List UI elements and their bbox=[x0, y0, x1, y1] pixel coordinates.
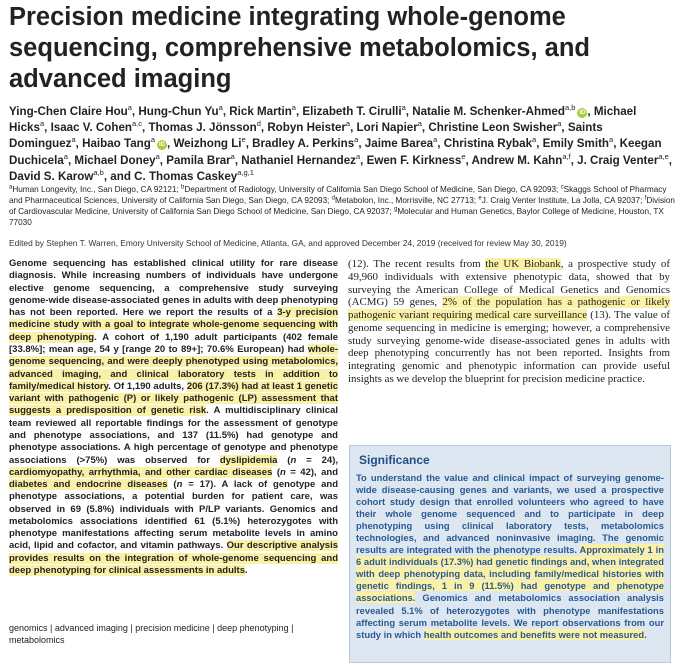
author-name: Rick Martin bbox=[229, 105, 292, 118]
author-name: Pamila Brar bbox=[166, 153, 231, 167]
author-affiliation-mark: a bbox=[355, 151, 361, 161]
highlighted-text: diabetes and endocrine diseases bbox=[9, 479, 168, 491]
author-name: Thomas J. Jönsson bbox=[148, 121, 257, 135]
edited-by-line: Edited by Stephen T. Warren, Emory University School of Medicine, Atlanta, GA, and approved December 24, 2019 (received for review May 30, 2019) bbox=[9, 238, 567, 248]
author-affiliation-mark: a bbox=[417, 119, 422, 129]
author-affiliation-mark: a bbox=[150, 135, 155, 145]
author-affiliation-mark: a bbox=[609, 135, 614, 145]
author-affiliation-mark: a bbox=[291, 103, 296, 113]
author-name: Michael Doney bbox=[74, 153, 156, 167]
author-name: Michael Hicks bbox=[9, 105, 637, 135]
author-affiliation-mark: a bbox=[71, 135, 76, 145]
article-title: Precision medicine integrating whole-genome sequencing, comprehensive metabolomics, and advanced imaging bbox=[9, 3, 590, 93]
author-name: C. Thomas Caskey bbox=[134, 169, 238, 183]
author-affiliation-mark: a,f bbox=[562, 151, 571, 161]
highlighted-text: 206 (17.3%) had at least 1 genetic variant with pathogenic (P) or likely pathogenic (LP) assessment that suggests a predisposition of genetic risk bbox=[9, 380, 338, 417]
author-name: Elizabeth T. Cirulli bbox=[302, 105, 402, 118]
introduction-text bbox=[348, 258, 670, 386]
author-name: Bradley A. Perkins bbox=[252, 137, 355, 151]
text-segment: . A cohort of 1,190 adult participants (402 female [33.8%]; mean age, 54 y [range 20 to 89+]; 70.6% European) had bbox=[9, 331, 338, 355]
orcid-icon[interactable]: iD bbox=[579, 110, 586, 116]
author-affiliation-mark: a,b bbox=[564, 103, 576, 113]
author-affiliation-mark: a bbox=[532, 135, 537, 145]
significance-title: Significance bbox=[359, 453, 430, 467]
author-affiliation-mark: a bbox=[230, 151, 235, 161]
text-segment: . Of 1,190 adults, bbox=[108, 380, 187, 392]
keywords: genomics | advanced imaging | precision medicine | deep phenotyping | metabolomics bbox=[9, 623, 294, 645]
highlighted-text: dyslipidemia bbox=[219, 454, 278, 466]
highlighted-text: 2% of the population has a pathogenic or likely pathogenic variant requiring medical care surveillance bbox=[348, 296, 670, 321]
author-name: Jaime Barea bbox=[364, 137, 434, 151]
text-segment: Genome sequencing has established clinical utility for rare disease diagnosis. While increasing numbers of individuals have undergone elective genome sequencing, a comprehensive study surveying genome-wide disease-associated genes in adults with deep phenotyping has not been reported. Here we report the results of a bbox=[9, 258, 338, 319]
affiliation-text: Human Longevity, Inc., San Diego, CA 92121; bbox=[12, 185, 182, 194]
affiliation-text: Molecular and Human Genetics, Baylor College of Medicine, Houston, TX 77030 bbox=[9, 206, 664, 227]
author-name: Haibao Tang bbox=[82, 137, 151, 151]
affiliation-mark: c bbox=[560, 184, 564, 191]
highlighted-text: whole-genome sequencing, and were deeply phenotyped using metabolomics, advanced imaging, and clinical laboratory tests in addition to family/medical history bbox=[9, 343, 338, 392]
text-segment: = 42), and bbox=[285, 466, 338, 478]
text-segment: , a prospective study of 49,960 individuals with extensive phenotypic data, showed that by surveying the American College of Medical Genetics and Genomics (ACMG) 59 genes, bbox=[348, 258, 670, 309]
author-name: Nathaniel Hernandez bbox=[241, 153, 356, 167]
italic-text: n bbox=[176, 479, 183, 491]
abstract bbox=[9, 258, 338, 577]
author-affiliation-mark: a,g,1 bbox=[237, 167, 254, 177]
author-name: Natalie M. Schenker-Ahmed bbox=[412, 105, 565, 118]
author-name: Hung-Chun Yu bbox=[138, 105, 219, 118]
author-affiliation-mark: e bbox=[241, 135, 246, 145]
author-affiliation-mark: a bbox=[155, 151, 160, 161]
author-name: Ewen F. Kirkness bbox=[366, 153, 462, 167]
text-segment: ( bbox=[167, 479, 177, 491]
author-name: J. Craig Venter bbox=[577, 153, 659, 167]
text-segment: (12). The recent results from bbox=[348, 258, 486, 270]
highlighted-text: the UK Biobank bbox=[485, 258, 561, 270]
affiliation-mark: f bbox=[644, 195, 647, 202]
text-segment: ( bbox=[272, 466, 281, 478]
author-affiliation-mark: a bbox=[433, 135, 438, 145]
text-segment: (13). The value of genome sequencing in medicine is emerging; however, a comprehensive study surveying genome-wide disease-associated genes in adults with deep phenotyping concurrently has not been reported. Insights from integrating genomic and phenotypic information can provide useful insights as we develop the blueprint for precision medicine practice. bbox=[348, 309, 670, 385]
author-name: Saints Dominguez bbox=[9, 121, 603, 151]
author-name: David S. Karow bbox=[9, 169, 94, 183]
affiliation-mark: a bbox=[9, 184, 13, 191]
highlighted-text: health outcomes and benefits were not measured bbox=[423, 628, 645, 640]
author-name: Christine Leon Swisher bbox=[428, 121, 558, 135]
significance-text bbox=[356, 472, 664, 641]
author-name: Ying-Chen Claire Hou bbox=[9, 105, 128, 118]
author-affiliation-mark: a,e bbox=[658, 151, 669, 161]
author-affiliation-mark: a bbox=[218, 103, 223, 113]
author-affiliation-mark: a bbox=[345, 119, 351, 129]
significance-box bbox=[349, 445, 671, 663]
affiliations bbox=[9, 185, 677, 229]
text-segment: = 17). A lack of genotype and phenotype associations, a potential burden for patient care, was observed in 69 (5.8%) individuals with P/LP variants. Genomics and metabolomics associations identified 61 (5.1%) heterozygotes with phenotype manifestations affecting serum metabolite levels in amino acid, lipid and cofactor, and vitamin pathways. bbox=[9, 479, 339, 552]
affiliation-text: Skaggs School of Pharmacy and Pharmaceutical Sciences, University of California San Diego, San Diego, CA 92093; bbox=[9, 185, 667, 205]
italic-text: n bbox=[280, 466, 286, 478]
text-segment: . A multidisciplinary clinical team reviewed all reportable findings for the assessment of genotype and phenotype associations, and 137 (11.5%) had genotype and phenotype associations. A high percentage of genotype and phenotype associations (>75%) was observed for bbox=[9, 405, 338, 466]
author-affiliation-mark: d bbox=[256, 119, 261, 129]
author-affiliation-mark: a bbox=[63, 151, 68, 161]
highlighted-text: Approximately 1 in 6 adult individuals (17.3%) had genetic findings and, when integrated with deep phenotyping data, including family/medical histories with genetic findings, 1 in 9 (11.5%) had genotype and phenotype associations. bbox=[356, 544, 664, 604]
highlighted-text: cardiomyopathy, arrhythmia, and other cardiac diseases bbox=[9, 466, 273, 478]
author-affiliation-mark: a bbox=[401, 103, 406, 113]
author-affiliation-mark: e bbox=[461, 151, 466, 161]
affiliation-text: Division of Cardiovascular Medicine, University of California San Diego School of Medicine, San Diego, CA 92037; bbox=[9, 195, 675, 216]
italic-text: n bbox=[290, 454, 297, 466]
author-name: Isaac V. Cohen bbox=[50, 121, 132, 135]
author-name: Weizhong Li bbox=[173, 137, 242, 151]
author-affiliation-mark: a bbox=[557, 119, 562, 129]
author-name: Robyn Heister bbox=[267, 121, 346, 135]
affiliation-mark: d bbox=[331, 195, 336, 202]
affiliation-text: Department of Radiology, University of California San Diego School of Medicine, San Diego, CA 92093; bbox=[184, 185, 561, 194]
orcid-icon[interactable]: iD bbox=[159, 142, 165, 149]
author-list: Ying-Chen Claire Hou$^a$, Hung-Chun Yu$^a$, Rick Martin$^a$, Elizabeth T. Cirulli$^a$, Natalie M. Schenker-Ahmed$^{a,b}$iD , Michael Hicks$^a$, Isaac V. Cohen$^{a,c}$, Thomas J. Jönsson$^d$, Robyn Heister$^a$, Lori Napier$^a$, Christine Leon Swisher$^a$, Saints Dominguez$^a$, Haibao Tang$^a$iD , Weizhong Li$^e$, Bradley A. Perkins$^a$, Jaime Barea$^a$, Christina Rybak$^a$, Emily Smith$^a$, Keegan Duchicela$^a$, Michael Doney$^a$, Pamila Brar$^a$, Nathaniel Hernandez$^a$, Ewen F. Kirkness$^e$, Andrew M. Kahn$^{a,f}$, J. Craig Venter$^{a,e}$, David S. Karow$^{a,b}$, and C. Thomas Caskey$^{a,g,1}$ bbox=[9, 103, 673, 183]
affiliation-text: J. Craig Venter Institute, La Jolla, CA 92037; bbox=[481, 195, 645, 205]
author-name: Emily Smith bbox=[542, 137, 610, 151]
affiliation-mark: e bbox=[478, 195, 482, 202]
affiliation-text: Metabolon, Inc., Morrisville, NC 27713; bbox=[335, 195, 479, 205]
author-name: Christina Rybak bbox=[443, 137, 533, 151]
author-affiliation-mark: a bbox=[127, 103, 132, 113]
text-segment: ( bbox=[277, 454, 291, 466]
author-affiliation-mark: a,b bbox=[93, 167, 104, 177]
text-segment: . bbox=[644, 628, 647, 640]
author-name: Andrew M. Kahn bbox=[471, 153, 563, 167]
text-segment: = 24), bbox=[296, 454, 339, 466]
highlighted-text: 3-y precision medicine study with a goal to integrate whole-genome sequencing with deep phenotyping bbox=[9, 307, 339, 343]
highlighted-text: Our descriptive analysis provides results on the integration of whole-genome sequencing and deep phenotyping for clinical assessments in adults bbox=[9, 540, 338, 577]
text-segment: Genomics and metabolomics association analysis revealed 5.1% of heterozygotes with phenotype manifestations affecting serum metabolite levels. We report observations from our study in which bbox=[356, 592, 664, 640]
affiliation-mark: b bbox=[181, 184, 185, 191]
author-name: Lori Napier bbox=[356, 121, 418, 135]
text-segment: . bbox=[244, 565, 248, 577]
author-name: Keegan Duchicela bbox=[9, 137, 662, 167]
text-segment: To understand the value and clinical impact of surveying genome-wide disease-causing genes and variants, we used a prospective cohort study design that enrolled volunteers who agreed to have their whole genome sequenced and to participate in deep phenotyping using clinical laboratory tests, metabolomics technologies, and advanced noninvasive imaging. The genomic results are integrated with the phenotype results. bbox=[356, 472, 664, 556]
author-affiliation-mark: a bbox=[354, 135, 359, 145]
author-affiliation-mark: a bbox=[39, 119, 45, 129]
author-affiliation-mark: a,c bbox=[131, 119, 142, 129]
affiliation-mark: g bbox=[394, 206, 398, 213]
